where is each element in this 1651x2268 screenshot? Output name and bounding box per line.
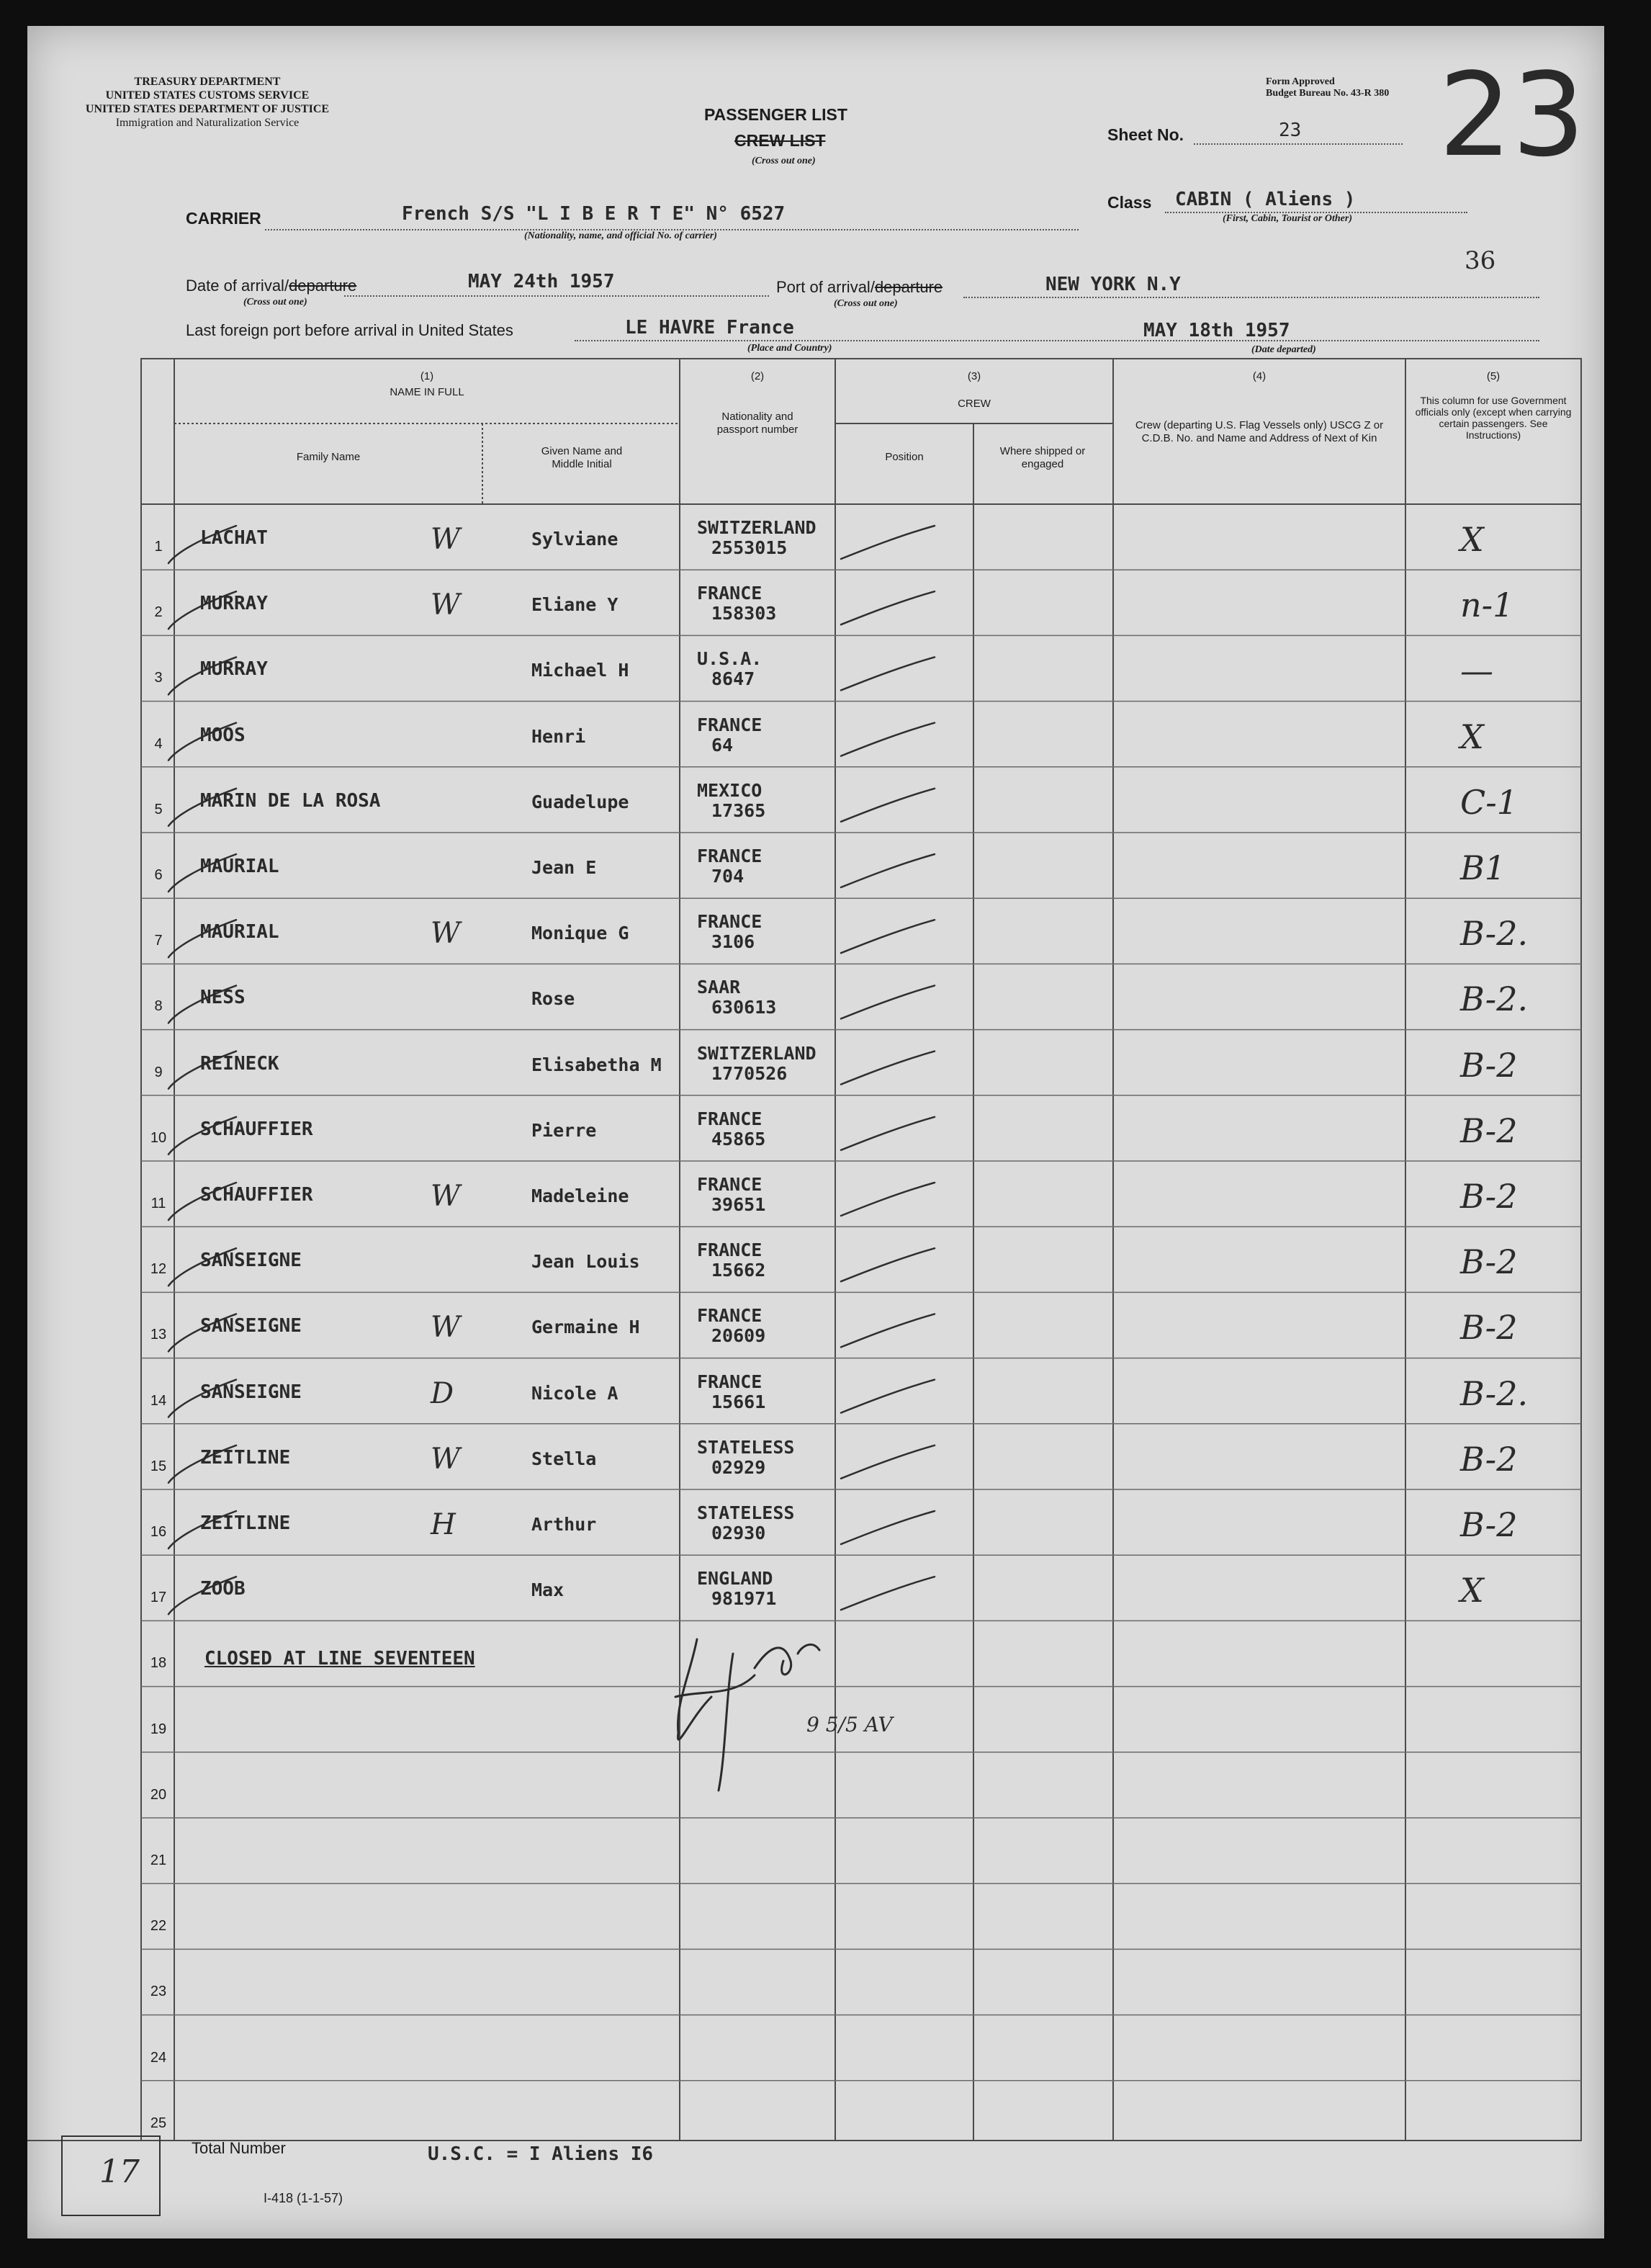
passport-number: 15661 [711, 1391, 766, 1412]
official-notation: B-2 [1460, 1177, 1518, 1216]
given-name: Monique G [531, 923, 629, 944]
nationality: FRANCE [697, 583, 762, 604]
check-mark [841, 1052, 935, 1085]
given-name: Pierre [531, 1119, 597, 1141]
passport-number: 158303 [711, 603, 777, 624]
passport-number: 704 [711, 866, 744, 887]
given-name: Madeleine [531, 1185, 629, 1206]
row-number: 1 [154, 539, 163, 555]
family-name: REINECK [200, 1052, 279, 1075]
row-number: 17 [150, 1590, 167, 1606]
given-name: Jean E [531, 857, 597, 878]
col3-number: (3) [967, 370, 981, 382]
row-number: 21 [150, 1852, 167, 1868]
given-name: Eliane Y [531, 594, 618, 616]
given-name: Max [531, 1579, 564, 1601]
sheet-label: Sheet No. [1107, 125, 1184, 144]
row-number: 11 [150, 1196, 166, 1211]
official-notation: B1 [1460, 848, 1506, 887]
check-mark [841, 591, 935, 624]
official-notation: C-1 [1460, 782, 1519, 822]
carrier-label: CARRIER [186, 209, 261, 228]
family-name: SANSEIGNE [200, 1250, 302, 1272]
row-number: 16 [150, 1524, 167, 1540]
handwritten-mark: W [431, 917, 461, 951]
nationality: STATELESS [697, 1502, 795, 1523]
nationality: FRANCE [697, 1305, 762, 1327]
handwritten-mark: W [431, 1311, 461, 1345]
col1-number: (1) [420, 370, 434, 382]
port-label: Port of arrival/departure [776, 278, 943, 296]
check-mark [841, 985, 935, 1018]
check-mark [841, 1380, 935, 1413]
total-value: U.S.C. = I Aliens I6 [428, 2143, 654, 2165]
check-mark [841, 1314, 935, 1347]
check-mark [841, 1445, 935, 1479]
family-name: LACHAT [200, 527, 268, 549]
nationality: FRANCE [697, 1240, 762, 1261]
date-departed-value: MAY 18th 1957 [1143, 320, 1290, 341]
given-name: Sylviane [531, 529, 618, 550]
passport-number: 1770526 [711, 1062, 788, 1084]
row-number: 12 [150, 1261, 167, 1278]
family-name: MURRAY [200, 658, 268, 681]
passport-number: 630613 [711, 997, 777, 1018]
form-number: I-418 (1-1-57) [264, 2191, 343, 2205]
row-number: 18 [150, 1655, 167, 1672]
nationality: SWITZERLAND [697, 1042, 816, 1064]
official-notation: B-2. [1460, 914, 1529, 954]
check-mark [841, 1117, 935, 1150]
handwritten-mark: H [431, 1508, 456, 1541]
nationality: FRANCE [697, 1174, 762, 1195]
crew-list-struck: CREW LIST [734, 131, 826, 150]
check-mark [841, 1183, 935, 1216]
family-name: MOOS [200, 724, 246, 746]
where-shipped-header: Where shipped or engaged [999, 445, 1086, 470]
carrier-value: French S/S "L I B E R T E" N° 6527 [402, 203, 786, 225]
total-label: Total Number [192, 2139, 286, 2157]
signature [647, 1610, 834, 1812]
crew-info-header: Crew (departing U.S. Flag Vessels only) USCG Z or C.D.B. No. and Name and Address of Next of Kin [1135, 419, 1384, 444]
nationality: SAAR [697, 977, 741, 998]
check-mark [841, 854, 935, 887]
class-value: CABIN ( Aliens ) [1175, 189, 1356, 210]
nationality: FRANCE [697, 1108, 762, 1129]
family-name: SCHAUFFIER [200, 1118, 313, 1140]
family-name: SCHAUFFIER [200, 1184, 313, 1206]
passport-number: 981971 [711, 1588, 777, 1610]
handwritten-mark: W [431, 1442, 461, 1476]
passport-number: 02930 [711, 1523, 766, 1543]
nationality: STATELESS [697, 1436, 795, 1458]
col2-number: (2) [750, 370, 765, 382]
page-title: PASSENGER LIST [704, 105, 847, 124]
official-notation: X [1460, 717, 1484, 756]
row-number: 3 [154, 670, 163, 686]
handwritten-mark: D [431, 1376, 454, 1410]
budget-bureau: Budget Bureau No. 43-R 380 [1266, 88, 1390, 99]
date-caption: (Cross out one) [243, 297, 307, 308]
agency-line: UNITED STATES DEPARTMENT OF JUSTICE [85, 103, 330, 115]
given-name: Guadelupe [531, 791, 629, 812]
row-number: 8 [154, 998, 163, 1015]
official-notation: B-2 [1460, 1242, 1518, 1282]
port-caption: (Cross out one) [834, 298, 898, 309]
family-name: ZEITLINE [200, 1512, 291, 1534]
big-sheet-number: 23 [1439, 48, 1585, 182]
col5-number: (5) [1486, 370, 1501, 382]
given-name: Stella [531, 1448, 597, 1469]
passport-number: 2553015 [711, 537, 788, 558]
given-name: Michael H [531, 660, 629, 681]
row-number: 5 [154, 801, 163, 817]
given-name: Jean Louis [531, 1251, 640, 1273]
family-name: MURRAY [200, 593, 268, 615]
sheet-value: 23 [1279, 120, 1302, 141]
family-name: SANSEIGNE [200, 1381, 302, 1403]
passport-number: 64 [711, 734, 734, 756]
agency-line: TREASURY DEPARTMENT [134, 76, 281, 88]
row-number: 4 [154, 735, 163, 752]
check-mark [841, 723, 935, 756]
family-name: MAURIAL [200, 921, 279, 943]
official-notation: B-2. [1460, 980, 1529, 1019]
passport-number: 17365 [711, 799, 766, 821]
nationality: ENGLAND [697, 1568, 773, 1590]
date-value: MAY 24th 1957 [468, 271, 615, 292]
nationality: FRANCE [697, 911, 762, 933]
col4-number: (4) [1252, 370, 1267, 382]
passport-number: 45865 [711, 1128, 766, 1149]
passport-number: 3106 [711, 931, 755, 953]
last-port-label: Last foreign port before arrival in United States [186, 321, 513, 339]
passport-number: 15662 [711, 1260, 766, 1281]
col1-title: NAME IN FULL [390, 386, 464, 398]
family-name: MAURIAL [200, 856, 279, 877]
class-label: Class [1107, 193, 1152, 212]
given-name: Elisabetha M [531, 1054, 662, 1075]
check-mark [841, 657, 935, 690]
check-mark [841, 1577, 935, 1610]
nationality-header: Nationality and passport number [716, 411, 798, 436]
family-name: SANSEIGNE [200, 1315, 302, 1337]
family-name: MARIN DE LA ROSA [200, 789, 381, 812]
passport-number: 02929 [711, 1456, 766, 1478]
row-number: 25 [150, 2115, 167, 2131]
signature-initials: 9 5/5 AV [806, 1713, 893, 1736]
official-notation: B-2 [1460, 1111, 1518, 1150]
date-departed-caption: (Date departed) [1251, 344, 1316, 355]
row-number: 15 [150, 1458, 167, 1474]
row-number: 10 [150, 1129, 167, 1146]
row-number: 14 [150, 1392, 167, 1409]
passenger-list-sheet [27, 26, 1604, 2238]
passport-number: 39651 [711, 1194, 766, 1215]
handwritten-mark: W [431, 523, 461, 556]
nationality: FRANCE [697, 846, 762, 866]
row-number: 6 [154, 867, 163, 883]
family-name: ZEITLINE [200, 1446, 291, 1469]
cross-out-caption: (Cross out one) [752, 156, 816, 166]
nationality: FRANCE [697, 714, 762, 735]
row-number: 24 [150, 2049, 167, 2066]
official-notation: B-2 [1460, 1505, 1518, 1544]
row-number: 9 [154, 1064, 163, 1080]
given-name: Rose [531, 988, 575, 1010]
given-name: Nicole A [531, 1382, 618, 1404]
row-number: 7 [154, 933, 163, 949]
form-approved: Form Approved [1266, 76, 1335, 87]
port-value: NEW YORK N.Y [1045, 274, 1181, 295]
handwritten-mark: W [431, 1180, 461, 1213]
given-name: Germaine H [531, 1317, 640, 1338]
nationality: MEXICO [697, 779, 762, 801]
official-notation: B-2 [1460, 1439, 1518, 1479]
date-label: Date of arrival/departure [186, 277, 357, 295]
family-name-header: Family Name [296, 451, 361, 463]
check-mark [841, 526, 935, 559]
given-name: Henri [531, 725, 586, 747]
side-number: 36 [1465, 246, 1496, 275]
class-caption: (First, Cabin, Tourist or Other) [1223, 213, 1352, 224]
official-notation: B-2 [1460, 1045, 1518, 1085]
row-number: 13 [150, 1327, 167, 1343]
official-notation: X [1460, 520, 1484, 559]
given-name: Arthur [531, 1514, 597, 1535]
nationality: SWITZERLAND [697, 517, 816, 538]
nationality: FRANCE [697, 1371, 762, 1392]
row-number: 20 [150, 1786, 167, 1803]
check-mark [841, 1511, 935, 1544]
official-notation: — [1460, 651, 1493, 691]
handwritten-total: 17 [99, 2153, 140, 2190]
handwritten-mark: W [431, 588, 461, 622]
official-notation: n-1 [1460, 586, 1514, 625]
row-number: 19 [150, 1721, 167, 1737]
row-number: 22 [150, 1918, 167, 1935]
given-name-header: Given Name and Middle Initial [541, 445, 623, 470]
closing-note: CLOSED AT LINE SEVENTEEN [204, 1648, 475, 1669]
check-mark [841, 789, 935, 822]
check-mark [841, 1248, 935, 1281]
agency-line: Immigration and Naturalization Service [115, 117, 300, 129]
official-notation: X [1460, 1571, 1484, 1610]
row-number: 2 [154, 604, 163, 621]
family-name: ZOOB [200, 1578, 246, 1600]
position-header: Position [885, 451, 924, 463]
nationality: U.S.A. [697, 648, 762, 670]
row-number: 23 [150, 1984, 167, 2000]
last-port-caption: (Place and Country) [747, 343, 832, 354]
family-name: NESS [200, 987, 246, 1009]
last-port-value: LE HAVRE France [625, 317, 794, 339]
crew-header: CREW [958, 398, 991, 410]
official-notation: B-2 [1460, 1308, 1518, 1348]
passport-number: 20609 [711, 1325, 766, 1347]
official-notation: B-2. [1460, 1373, 1529, 1413]
check-mark [841, 920, 935, 953]
govt-use-header: This column for use Government officials only (except when carrying certain passengers. See Instructions) [1415, 395, 1572, 441]
passport-number: 8647 [711, 668, 755, 690]
agency-line: UNITED STATES CUSTOMS SERVICE [105, 89, 310, 102]
carrier-caption: (Nationality, name, and official No. of carrier) [524, 230, 717, 241]
